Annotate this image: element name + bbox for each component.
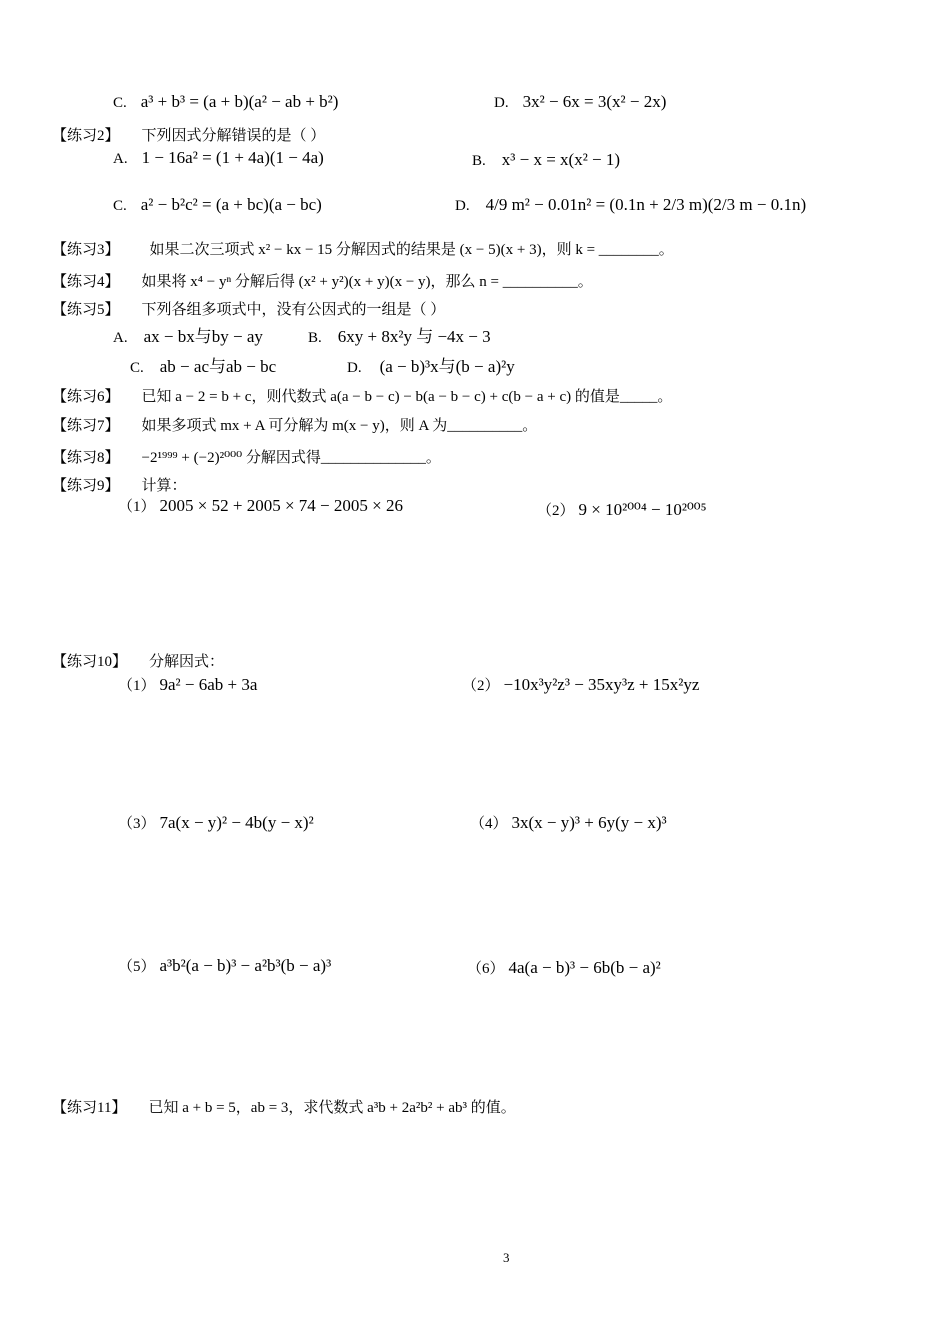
option-d (347, 352, 515, 377)
exercise-heading: 【练习3】 (52, 242, 120, 258)
option-label: C. (113, 198, 127, 214)
exercise-10 (52, 650, 224, 671)
sub-question-label: （3） (118, 816, 156, 832)
sub-question-label: （6） (467, 961, 505, 977)
option-b (308, 322, 491, 347)
sub-question-1 (118, 674, 257, 695)
exercise-text: 已知 a + b = 5，ab = 3，求代数式 a³b + 2a²b² + ab³ 的值。 (148, 1100, 516, 1116)
sub-question-label: （2） (462, 678, 500, 694)
sub-question-expression: 3x(x − y)³ + 6y(y − x)³ (511, 813, 667, 832)
option-label: B. (472, 153, 486, 169)
page-number: 3 (503, 1250, 510, 1265)
exercise-heading: 【练习5】 (52, 302, 120, 318)
exercise-text: 下列因式分解错误的是（ ） (141, 128, 326, 144)
sub-question-label: （5） (118, 959, 156, 975)
option-a (113, 322, 263, 347)
option-label: D. (494, 95, 509, 111)
exercise-heading: 【练习6】 (52, 389, 120, 405)
exercise-text: −2¹⁹⁹⁹ + (−2)²⁰⁰⁰ 分解因式得______________。 (141, 450, 441, 466)
exercise-6 (52, 385, 672, 406)
exercise-text: 如果多项式 mx + A 可分解为 m(x − y)，则 A 为__________。 (141, 418, 538, 434)
exercise-heading: 【练习9】 (52, 478, 120, 494)
option-expression: x³ − x = x(x² − 1) (501, 150, 621, 169)
exercise-heading: 【练习7】 (52, 418, 120, 434)
option-expression: ax − bx与by − ay (143, 327, 263, 346)
option-label: A. (113, 151, 128, 167)
exercise-11 (52, 1096, 516, 1117)
sub-question-4 (470, 812, 667, 833)
option-label: A. (113, 330, 128, 346)
option-c (130, 352, 276, 377)
sub-question-expression: 9 × 10²⁰⁰⁴ − 10²⁰⁰⁵ (578, 500, 707, 519)
option-c (113, 195, 322, 215)
option-d (494, 92, 666, 112)
exercise-text: 如果二次三项式 x² − kx − 15 分解因式的结果是 (x − 5)(x + 3)，则 k = ________。 (149, 242, 674, 258)
option-c (113, 92, 338, 112)
option-b (472, 150, 620, 170)
sub-question-6 (467, 957, 661, 978)
option-label: B. (308, 330, 322, 346)
sub-question-expression: 2005 × 52 + 2005 × 74 − 2005 × 26 (159, 496, 403, 515)
sub-question-3 (118, 812, 314, 833)
option-expression: a² − b²c² = (a + bc)(a − bc) (140, 195, 322, 214)
option-d (455, 195, 806, 215)
exercise-text: 下列各组多项式中，没有公因式的一组是（ ） (141, 302, 446, 318)
sub-question-expression: −10x³y²z³ − 35xy³z + 15x²yz (503, 675, 700, 694)
exercise-heading: 【练习10】 (52, 654, 128, 670)
exercise-text: 分解因式： (149, 654, 225, 670)
exercise-heading: 【练习8】 (52, 450, 120, 466)
option-a (113, 148, 324, 168)
sub-question-2 (462, 674, 699, 695)
exercise-heading: 【练习11】 (52, 1100, 127, 1116)
option-label: C. (130, 360, 144, 376)
exercise-7 (52, 414, 537, 435)
exercise-text: 计算： (141, 478, 187, 494)
exercise-9 (52, 474, 187, 495)
exercise-heading: 【练习4】 (52, 274, 120, 290)
sub-question-label: （2） (537, 503, 575, 519)
sub-question-expression: a³b²(a − b)³ − a²b³(b − a)³ (159, 956, 332, 975)
sub-question-expression: 9a² − 6ab + 3a (159, 675, 258, 694)
sub-question-2 (537, 499, 707, 520)
exercise-8 (52, 446, 441, 467)
exercise-5 (52, 298, 445, 319)
option-expression: ab − ac与ab − bc (159, 357, 277, 376)
option-expression: (a − b)³x与(b − a)²y (379, 357, 515, 376)
sub-question-expression: 7a(x − y)² − 4b(y − x)² (159, 813, 314, 832)
option-expression: 1 − 16a² = (1 + 4a)(1 − 4a) (141, 148, 324, 167)
option-expression: 6xy + 8x²y 与 −4x − 3 (337, 327, 491, 346)
sub-question-label: （1） (118, 499, 156, 515)
option-expression: 3x² − 6x = 3(x² − 2x) (522, 92, 667, 111)
exercise-heading: 【练习2】 (52, 128, 120, 144)
option-label: C. (113, 95, 127, 111)
option-expression: 4/9 m² − 0.01n² = (0.1n + 2/3 m)(2/3 m − 0.1n) (485, 195, 807, 214)
exercise-3 (52, 238, 674, 259)
exercise-text: 已知 a − 2 = b + c，则代数式 a(a − b − c) − b(a − b − c) + c(b − a + c) 的值是_____。 (141, 389, 673, 405)
sub-question-5 (118, 955, 331, 976)
exercise-text: 如果将 x⁴ − yⁿ 分解后得 (x² + y²)(x + y)(x − y)，那么 n = __________。 (141, 274, 593, 290)
option-label: D. (455, 198, 470, 214)
sub-question-label: （1） (118, 678, 156, 694)
sub-question-label: （4） (470, 816, 508, 832)
sub-question-expression: 4a(a − b)³ − 6b(b − a)² (508, 958, 661, 977)
exercise-4 (52, 270, 593, 291)
exercise-2 (52, 124, 325, 145)
sub-question-1 (118, 495, 403, 516)
option-expression: a³ + b³ = (a + b)(a² − ab + b²) (140, 92, 339, 111)
option-label: D. (347, 360, 362, 376)
